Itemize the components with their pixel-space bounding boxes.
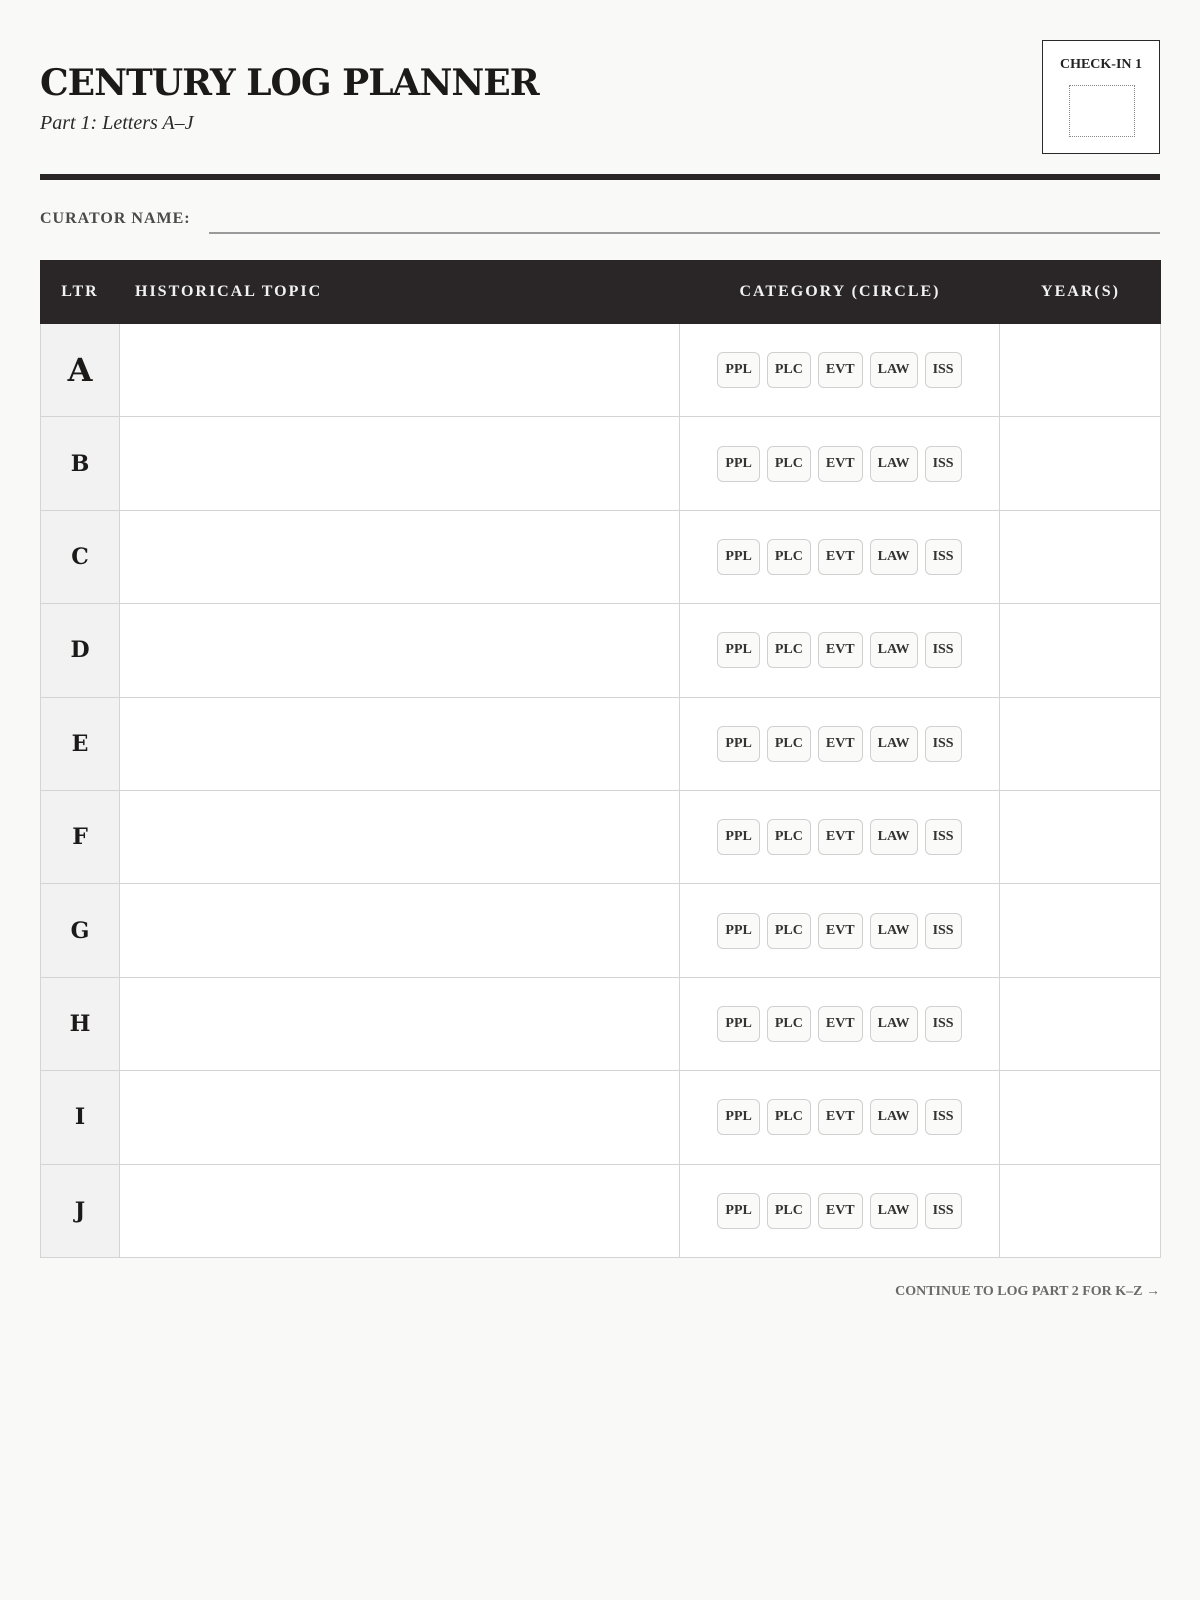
- checkin-label: CHECK-IN 1: [1059, 57, 1143, 72]
- category-option-law[interactable]: LAW: [870, 539, 918, 575]
- category-cell: [680, 1071, 1000, 1163]
- row-letter: H: [40, 978, 120, 1070]
- column-header-letter: LTR: [61, 283, 99, 300]
- category-option-law[interactable]: LAW: [870, 1006, 918, 1042]
- table-row: [40, 604, 1161, 697]
- topic-input-cell[interactable]: [120, 698, 680, 790]
- page-subtitle: Part 1: Letters A–J: [40, 112, 194, 134]
- page-header: [40, 40, 1160, 180]
- row-letter: J: [40, 1165, 120, 1257]
- column-header-years: YEAR(S): [1041, 283, 1120, 300]
- category-cell: [680, 324, 1000, 416]
- page-title: CENTURY LOG PLANNER: [40, 62, 539, 104]
- table-row: [40, 978, 1161, 1071]
- row-letter: B: [40, 417, 120, 509]
- category-option-plc[interactable]: PLC: [767, 913, 811, 949]
- category-option-iss[interactable]: ISS: [925, 726, 962, 762]
- continue-note: CONTINUE TO LOG PART 2 FOR K–Z →: [895, 1284, 1160, 1299]
- category-option-law[interactable]: LAW: [870, 819, 918, 855]
- category-option-iss[interactable]: ISS: [925, 539, 962, 575]
- topic-input-cell[interactable]: [120, 324, 680, 416]
- category-cell: [680, 417, 1000, 509]
- category-cell: [680, 978, 1000, 1070]
- table-row: [40, 884, 1161, 977]
- table-row: [40, 698, 1161, 791]
- table-row: [40, 1071, 1161, 1164]
- topic-input-cell[interactable]: [120, 978, 680, 1070]
- category-option-ppl[interactable]: PPL: [717, 1193, 759, 1229]
- category-option-ppl[interactable]: PPL: [717, 446, 759, 482]
- category-option-plc[interactable]: PLC: [767, 1193, 811, 1229]
- category-option-plc[interactable]: PLC: [767, 1099, 811, 1135]
- category-option-plc[interactable]: PLC: [767, 726, 811, 762]
- category-option-plc[interactable]: PLC: [767, 632, 811, 668]
- row-letter: E: [40, 698, 120, 790]
- topic-input-cell[interactable]: [120, 417, 680, 509]
- category-option-plc[interactable]: PLC: [767, 1006, 811, 1042]
- category-option-iss[interactable]: ISS: [925, 1193, 962, 1229]
- table-row: [40, 511, 1161, 604]
- table-header: [40, 260, 1161, 324]
- row-letter: G: [40, 884, 120, 976]
- category-option-evt[interactable]: EVT: [818, 632, 863, 668]
- column-header-category: CATEGORY (CIRCLE): [739, 283, 941, 300]
- category-cell: [680, 884, 1000, 976]
- category-cell: [680, 604, 1000, 696]
- category-option-ppl[interactable]: PPL: [717, 539, 759, 575]
- column-header-topic: HISTORICAL TOPIC: [135, 283, 323, 300]
- category-option-iss[interactable]: ISS: [925, 819, 962, 855]
- years-input-cell[interactable]: [1000, 1165, 1161, 1257]
- curator-name-line[interactable]: [209, 232, 1160, 234]
- years-input-cell[interactable]: [1000, 698, 1161, 790]
- category-option-law[interactable]: LAW: [870, 352, 918, 388]
- years-input-cell[interactable]: [1000, 884, 1161, 976]
- category-cell: [680, 511, 1000, 603]
- years-input-cell[interactable]: [1000, 511, 1161, 603]
- category-option-ppl[interactable]: PPL: [717, 632, 759, 668]
- checkin-stamp-area[interactable]: [1069, 85, 1135, 137]
- category-option-law[interactable]: LAW: [870, 726, 918, 762]
- category-option-plc[interactable]: PLC: [767, 446, 811, 482]
- table-row: [40, 791, 1161, 884]
- years-input-cell[interactable]: [1000, 324, 1161, 416]
- category-option-evt[interactable]: EVT: [818, 352, 863, 388]
- category-option-iss[interactable]: ISS: [925, 1099, 962, 1135]
- category-option-ppl[interactable]: PPL: [717, 913, 759, 949]
- category-option-law[interactable]: LAW: [870, 446, 918, 482]
- row-letter: C: [40, 511, 120, 603]
- checkin-box: [1042, 40, 1160, 154]
- category-option-iss[interactable]: ISS: [925, 446, 962, 482]
- category-option-evt[interactable]: EVT: [818, 1099, 863, 1135]
- table-row: [40, 417, 1161, 510]
- category-option-evt[interactable]: EVT: [818, 726, 863, 762]
- topic-input-cell[interactable]: [120, 791, 680, 883]
- row-letter: D: [40, 604, 120, 696]
- years-input-cell[interactable]: [1000, 1071, 1161, 1163]
- category-option-law[interactable]: LAW: [870, 1099, 918, 1135]
- years-input-cell[interactable]: [1000, 604, 1161, 696]
- category-option-ppl[interactable]: PPL: [717, 819, 759, 855]
- table-row: [40, 1165, 1161, 1258]
- category-option-law[interactable]: LAW: [870, 1193, 918, 1229]
- table-body: [40, 324, 1161, 1258]
- category-option-iss[interactable]: ISS: [925, 913, 962, 949]
- topic-input-cell[interactable]: [120, 1165, 680, 1257]
- category-option-evt[interactable]: EVT: [818, 446, 863, 482]
- category-option-iss[interactable]: ISS: [925, 632, 962, 668]
- category-option-ppl[interactable]: PPL: [717, 726, 759, 762]
- table-row: [40, 324, 1161, 417]
- header-divider: [40, 174, 1160, 180]
- years-input-cell[interactable]: [1000, 417, 1161, 509]
- category-option-evt[interactable]: EVT: [818, 539, 863, 575]
- category-option-evt[interactable]: EVT: [818, 1193, 863, 1229]
- topic-input-cell[interactable]: [120, 604, 680, 696]
- category-option-law[interactable]: LAW: [870, 913, 918, 949]
- category-option-law[interactable]: LAW: [870, 632, 918, 668]
- topic-input-cell[interactable]: [120, 511, 680, 603]
- curator-field: [40, 210, 1160, 234]
- category-option-ppl[interactable]: PPL: [717, 352, 759, 388]
- topic-input-cell[interactable]: [120, 1071, 680, 1163]
- category-cell: [680, 1165, 1000, 1257]
- category-cell: [680, 791, 1000, 883]
- category-option-iss[interactable]: ISS: [925, 352, 962, 388]
- curator-label: CURATOR NAME:: [40, 210, 191, 227]
- row-letter: A: [40, 324, 120, 416]
- category-option-plc[interactable]: PLC: [767, 352, 811, 388]
- years-input-cell[interactable]: [1000, 978, 1161, 1070]
- log-table: [40, 260, 1161, 1258]
- category-option-plc[interactable]: PLC: [767, 819, 811, 855]
- category-option-iss[interactable]: ISS: [925, 1006, 962, 1042]
- row-letter: F: [40, 791, 120, 883]
- category-option-plc[interactable]: PLC: [767, 539, 811, 575]
- category-option-ppl[interactable]: PPL: [717, 1099, 759, 1135]
- category-option-ppl[interactable]: PPL: [717, 1006, 759, 1042]
- category-option-evt[interactable]: EVT: [818, 913, 863, 949]
- years-input-cell[interactable]: [1000, 791, 1161, 883]
- row-letter: I: [40, 1071, 120, 1163]
- category-option-evt[interactable]: EVT: [818, 1006, 863, 1042]
- category-option-evt[interactable]: EVT: [818, 819, 863, 855]
- category-cell: [680, 698, 1000, 790]
- topic-input-cell[interactable]: [120, 884, 680, 976]
